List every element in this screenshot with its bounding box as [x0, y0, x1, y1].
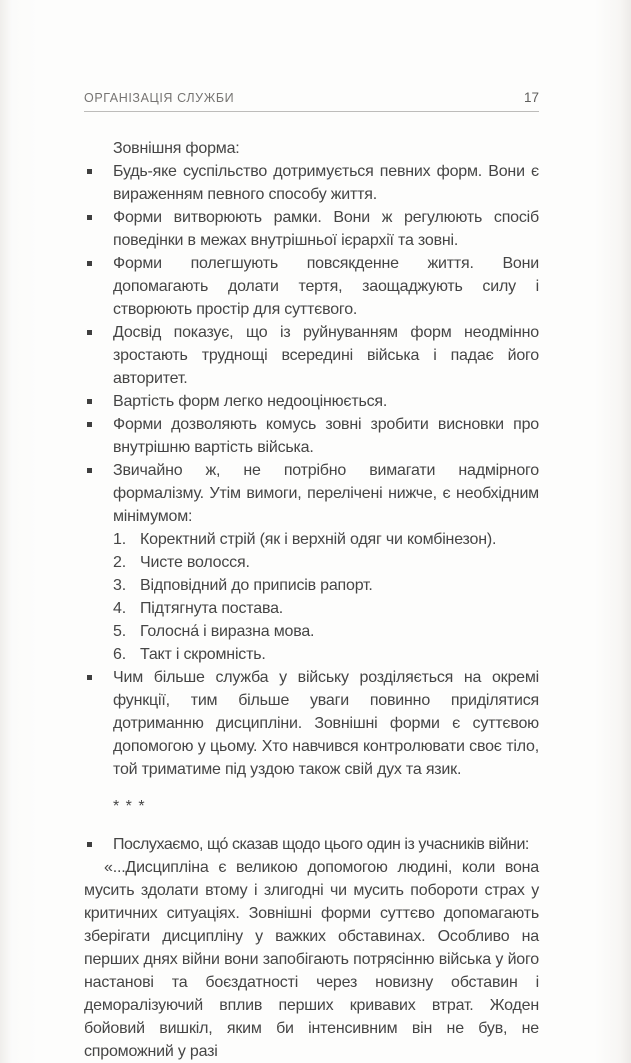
bullet-square-icon: [87, 215, 92, 220]
intro-heading: Зовнішня форма:: [113, 140, 240, 157]
item-number: 2.: [113, 554, 126, 571]
item-number: 5.: [113, 623, 126, 640]
list-item: [84, 413, 539, 459]
numbered-item: [113, 597, 539, 620]
asterisk-divider: * * *: [113, 798, 146, 815]
item-number: 6.: [113, 646, 126, 663]
bullet-square-icon: [87, 842, 92, 847]
list-item: [84, 206, 539, 252]
list-item-requirements: [84, 459, 539, 666]
item-text: Голосна́ і виразна мова.: [140, 623, 315, 640]
item-text: Відповідний до приписів рапорт.: [140, 577, 373, 594]
list-item: [84, 390, 539, 413]
bullet-list: [84, 160, 539, 781]
list-item: [84, 666, 539, 781]
bullet-square-icon: [87, 422, 92, 427]
item-text: Такт і скромність.: [140, 646, 266, 663]
list-item-quote-lead: [84, 833, 539, 856]
list-item-text: Форми витворюють рамки. Вони ж регулюють спосіб поведінки в межах внутрішньої ієрархії та зовні.: [113, 209, 539, 249]
list-item-text: Будь-яке суспільство дотримується певних форм. Вони є вираженням певного способу життя.: [113, 163, 539, 203]
bullet-square-icon: [87, 468, 92, 473]
numbered-item: [113, 528, 539, 551]
section-title: ОРГАНІЗАЦІЯ СЛУЖБИ: [84, 91, 235, 105]
quote-paragraph: «...Дисципліна є великою допомогою людині, коли вона мусить здолати втому і злигодні чи мусить побороти страх у критичних ситуаціях. Зовнішні форми суттєво допомагають зберігати дисципліну у важких обставинах. Особливо на перших днях війни вони запобігають потрясінню війська у його настанові та боєздатності через новизну обставин і деморалізуючий вплив перших кривавих втрат. Жоден бойовий вишкіл, яким би інтенсивним він не був, не спроможний у разі: [84, 859, 539, 1060]
list-item-text: Досвід показує, що із руйнуванням форм неодмінно зростають труднощі всередині війська і падає його авторитет.: [113, 324, 539, 387]
list-item: [84, 160, 539, 206]
bullet-square-icon: [87, 261, 92, 266]
bullet-list-quote: [84, 833, 539, 856]
list-item-text: Чим більше служба у війську розділяється на окремі функції, тим більше уваги повинно приділятися дотриманню дисципліни. Зовнішні форми є суттєвою допомогою у цьому. Хто навчився контролювати своє тіло, той триматиме під уздою також свій дух та язик.: [113, 669, 539, 778]
numbered-item: [113, 620, 539, 643]
numbered-item: [113, 574, 539, 597]
list-item: [84, 321, 539, 390]
numbered-item: [113, 643, 539, 666]
list-item: [84, 252, 539, 321]
item-text: Коректний стрій (як і верхній одяг чи комбінезон).: [140, 531, 497, 548]
item-number: 1.: [113, 531, 126, 548]
list-item-text: Форми дозволяють комусь зовні зробити висновки про внутрішню вартість війська.: [113, 416, 539, 456]
body-text: [84, 137, 539, 1063]
page-number: 17: [523, 90, 539, 105]
item-text: Підтягнута постава.: [140, 600, 284, 617]
bullet-square-icon: [87, 330, 92, 335]
list-item-text: Форми полегшують повсякденне життя. Вони допомагають долати тертя, заощаджують силу і створюють простір для суттєвого.: [113, 255, 539, 318]
numbered-list: [113, 528, 539, 666]
bullet-square-icon: [87, 399, 92, 404]
bullet-square-icon: [87, 675, 92, 680]
bullet-square-icon: [87, 169, 92, 174]
item-number: 3.: [113, 577, 126, 594]
running-head: [84, 90, 539, 112]
quote-lead-text: Послухаємо, що́ сказав щодо цього один із учасників війни:: [113, 836, 529, 853]
list-item-text: Вартість форм легко недооцінюється.: [113, 393, 388, 410]
numbered-item: [113, 551, 539, 574]
page-content: [84, 90, 539, 1063]
item-number: 4.: [113, 600, 126, 617]
requirements-lead: Звичайно ж, не потрібно вимагати надмірного формалізму. Утім вимоги, перелічені нижче, є необхідним мінімумом:: [113, 462, 539, 525]
item-text: Чисте волосся.: [140, 554, 250, 571]
